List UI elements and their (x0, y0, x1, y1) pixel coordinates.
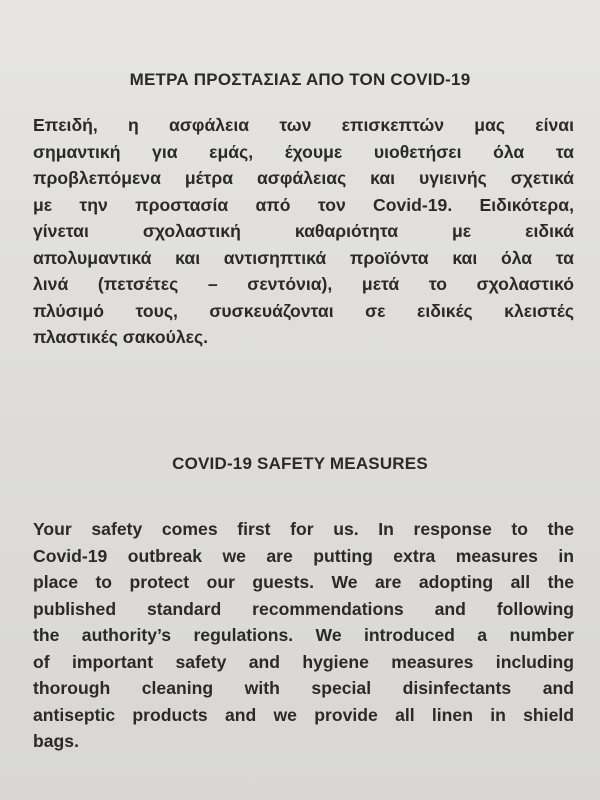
greek-line-2: σημαντική για εμάς, έχουμε υιοθετήσει όλα τα (33, 141, 574, 162)
greek-line-7: λινά (πετσέτες – σεντόνια), μετά το σχολαστικό (33, 274, 574, 294)
english-line-7: thorough cleaning with special disinfectants and (33, 678, 574, 698)
greek-line-6: απολυμαντικά και αντισηπτικά προϊόντα και όλα τα (33, 247, 574, 268)
english-title: COVID-19 SAFETY MEASURES (172, 454, 428, 473)
english-line-6: of important safety and hygiene measures including (33, 651, 574, 672)
english-line-8: antiseptic products and we provide all linen in shield (33, 704, 574, 725)
greek-line-3: προβλεπόμενα μέτρα ασφάλειας και υγιεινής σχετικά (33, 168, 574, 188)
greek-line-5: γίνεται σχολαστική καθαριότητα με ειδικά (33, 221, 574, 241)
english-line-9: bags. (33, 731, 79, 751)
greek-line-1: Επειδή, η ασφάλεια των επισκεπτών μας είναι (33, 115, 574, 135)
greek-paragraph (33, 112, 574, 351)
english-line-4: published standard recommendations and following (33, 598, 574, 619)
english-line-5: the authority’s regulations. We introduced a number (33, 625, 574, 645)
english-paragraph (33, 516, 574, 755)
greek-line-8: πλύσιμό τους, συσκευάζονται σε ειδικές κλειστές (33, 300, 574, 321)
english-line-2: Covid-19 outbreak we are putting extra measures in (33, 545, 574, 566)
greek-title: ΜΕΤΡΑ ΠΡΟΣΤΑΣΙΑΣ ΑΠΟ ΤΟΝ COVID-19 (129, 70, 471, 89)
english-line-3: place to protect our guests. We are adopting all the (33, 572, 574, 592)
english-line-1: Your safety comes first for us. In response to the (33, 519, 574, 539)
greek-line-4: με την προστασία από τον Covid-19. Ειδικότερα, (33, 194, 574, 215)
greek-line-9: πλαστικές σακούλες. (33, 327, 209, 347)
